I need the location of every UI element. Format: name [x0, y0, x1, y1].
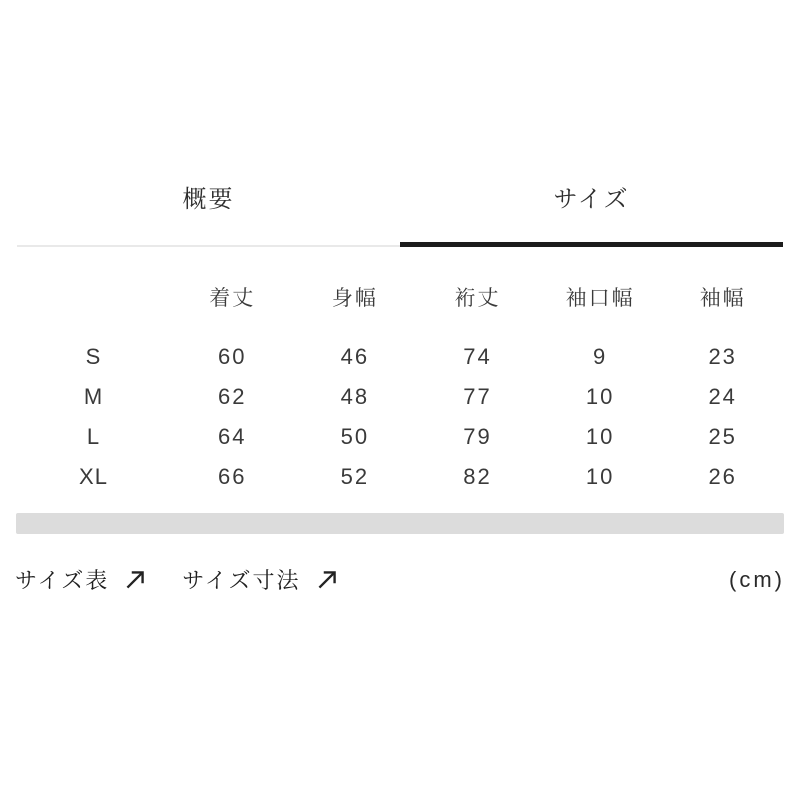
- table-cell: 9: [592, 344, 608, 369]
- size-label: S: [85, 344, 102, 369]
- table-cell: 10: [585, 384, 615, 409]
- table-cell: 48: [340, 384, 370, 409]
- unit-label: (cm): [729, 566, 785, 592]
- column-header: 袖幅: [699, 287, 746, 310]
- size-label: L: [86, 424, 101, 449]
- table-cell: 74: [463, 344, 492, 369]
- table-cell: 26: [708, 464, 737, 489]
- table-header-row: [16, 277, 784, 317]
- table-cell: 64: [218, 424, 247, 449]
- table-cell: 50: [340, 424, 370, 449]
- horizontal-scrollbar[interactable]: [16, 513, 784, 534]
- tab-size[interactable]: [400, 186, 783, 247]
- column-header: 身幅: [331, 287, 378, 310]
- table-cell: 24: [708, 384, 737, 409]
- size-measurements-link[interactable]: [182, 564, 339, 595]
- table-cell: 62: [218, 384, 247, 409]
- table-cell: 66: [218, 464, 247, 489]
- tab-bar: [17, 186, 783, 247]
- arrow-up-right-icon: [314, 567, 340, 593]
- footer: [15, 564, 785, 595]
- table-row: [16, 457, 784, 497]
- table-cell: 10: [585, 464, 615, 489]
- column-header: 着丈: [209, 287, 256, 310]
- tab-size-label: サイズ: [553, 186, 630, 213]
- arrow-up-right-icon: [122, 567, 148, 593]
- size-table: [16, 277, 784, 497]
- table-row: [16, 377, 784, 417]
- table-cell: 77: [463, 384, 492, 409]
- table-cell: 82: [463, 464, 492, 489]
- size-label: XL: [79, 464, 108, 489]
- size-chart-link-label: サイズ表: [15, 568, 110, 593]
- size-measurements-link-label: サイズ寸法: [182, 568, 301, 593]
- table-cell: 46: [340, 344, 370, 369]
- table-cell: 79: [463, 424, 492, 449]
- tab-overview[interactable]: [17, 186, 400, 247]
- column-header: 裄丈: [454, 287, 501, 310]
- table-cell: 52: [340, 464, 370, 489]
- tab-overview-label: 概要: [182, 186, 235, 213]
- table-cell: 25: [708, 424, 737, 449]
- table-cell: 23: [708, 344, 737, 369]
- size-label: M: [83, 384, 104, 409]
- table-row: [16, 417, 784, 457]
- size-chart-link[interactable]: [15, 564, 148, 595]
- table-row: [16, 337, 784, 377]
- table-cell: 10: [585, 424, 615, 449]
- column-header: 袖口幅: [565, 287, 635, 310]
- table-cell: 60: [218, 344, 247, 369]
